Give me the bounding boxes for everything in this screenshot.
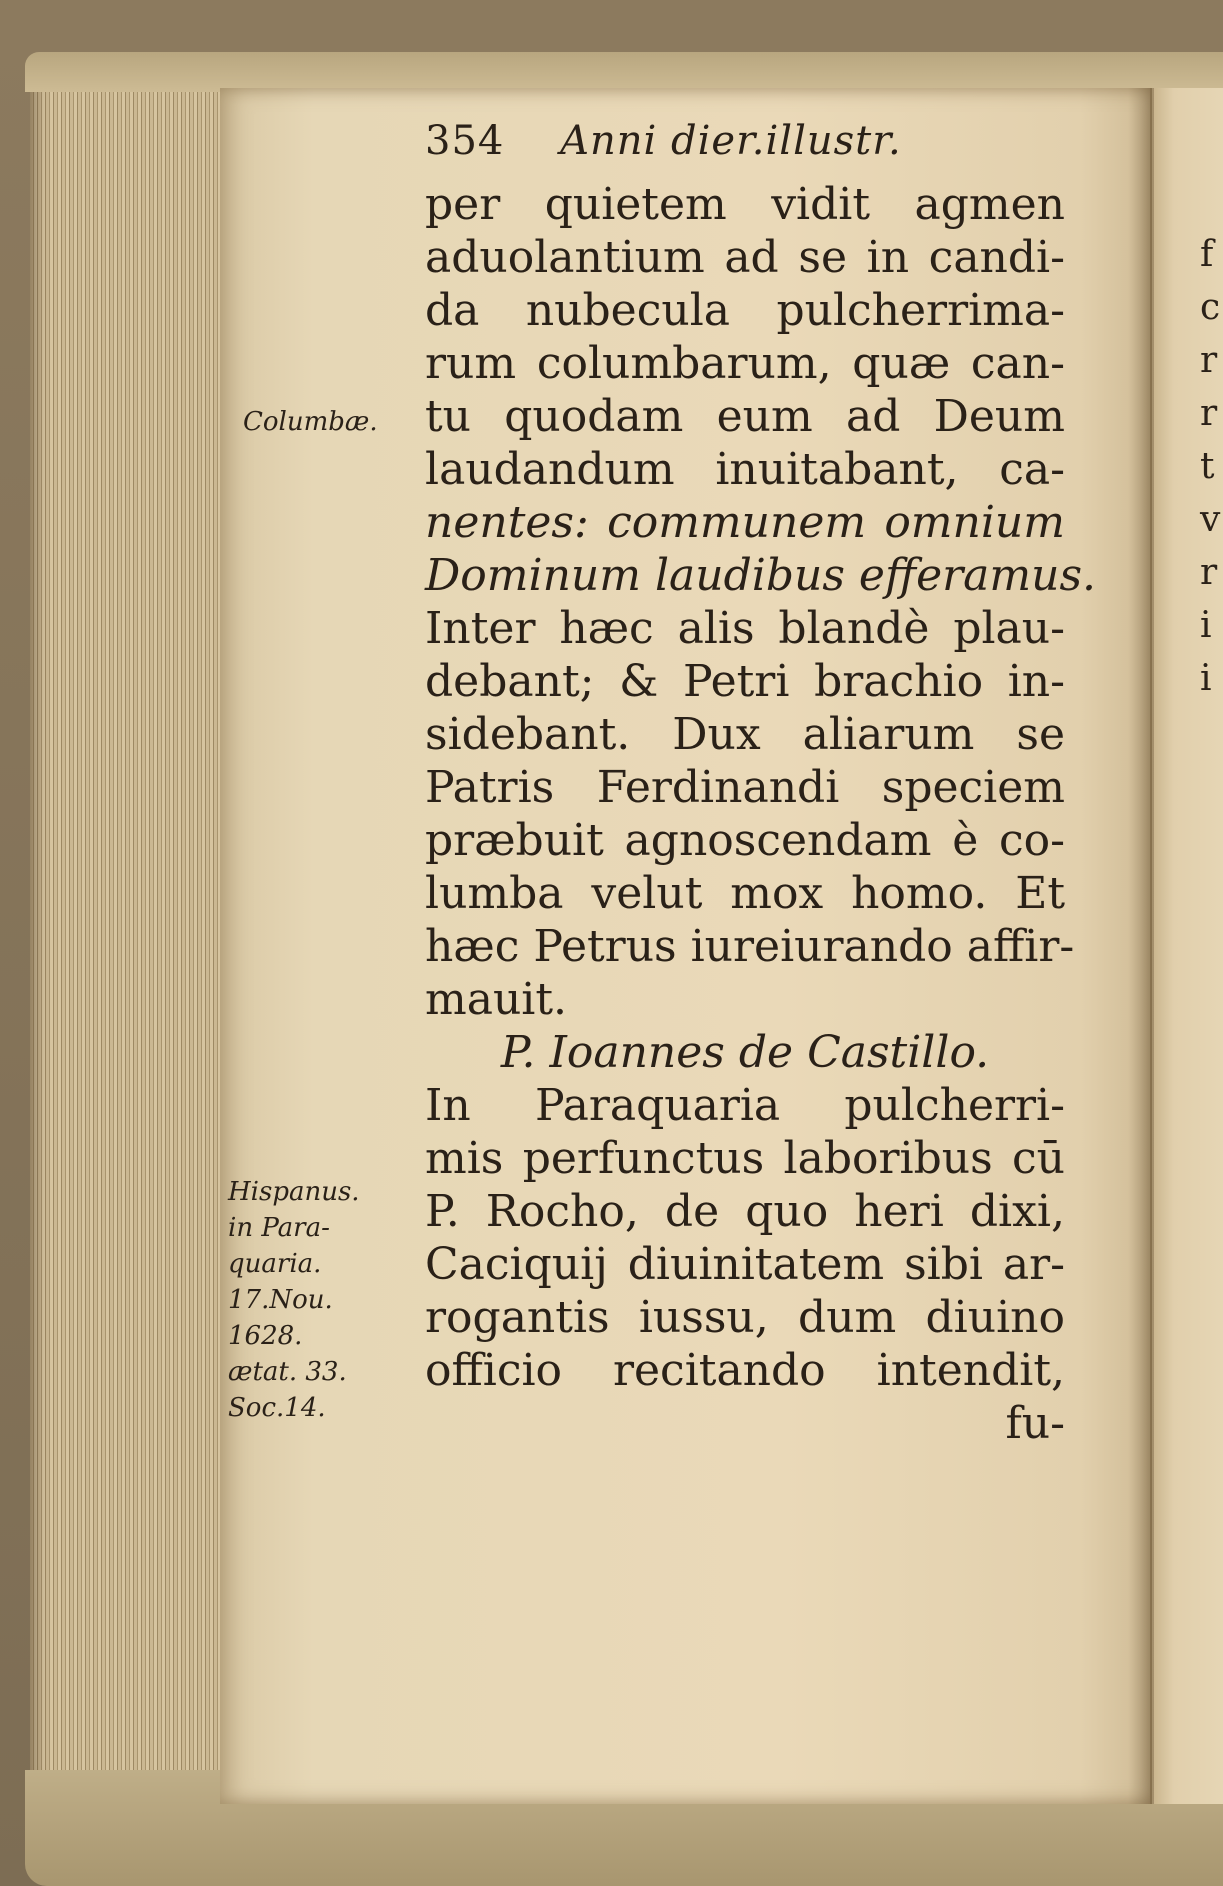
text-line: rogantis iussu, dum diuino: [425, 1292, 1065, 1343]
section-heading: P. Ioannes de Castillo.: [500, 1027, 990, 1078]
text-line: tu quodam eum ad Deum: [425, 391, 1065, 442]
text-line: In Paraquaria pulcherri-: [425, 1080, 1065, 1131]
text-line: hæc Petrus iureiurando affir-: [425, 921, 1075, 972]
margin-note-columbae: Columbæ.: [243, 407, 378, 437]
text-line: lumba velut mox homo. Et: [425, 868, 1065, 919]
text-line: debant; & Petri brachio in-: [425, 656, 1065, 707]
facing-letter: r: [1200, 393, 1218, 434]
gutter-shadow: [1128, 88, 1154, 1804]
facing-letter: v: [1200, 499, 1221, 540]
facing-page-letters: [1200, 228, 1223, 705]
facing-letter: r: [1200, 340, 1218, 381]
facing-letter: r: [1200, 552, 1218, 593]
text-line: per quietem vidit agmen: [425, 179, 1065, 230]
running-title: Anni dier.illustr.: [560, 118, 902, 164]
margin-note-line: Soc.14.: [228, 1393, 326, 1423]
text-line: rum columbarum, quæ can-: [425, 338, 1065, 389]
text-line: Patris Ferdinandi speciem: [425, 762, 1065, 813]
catchword: fu-: [1005, 1398, 1065, 1449]
margin-note-line: quaria.: [228, 1249, 322, 1279]
text-line: officio recitando intendit,: [425, 1345, 1065, 1396]
margin-note-hispanus: [228, 1174, 360, 1426]
page-header: [425, 118, 902, 164]
text-line: Caciquij diuinitatem sibi ar-: [425, 1239, 1065, 1290]
facing-letter: i: [1200, 658, 1212, 699]
margin-note-line: 17.Nou.: [228, 1285, 333, 1315]
text-line: da nubecula pulcherrima-: [425, 285, 1065, 336]
facing-letter: t: [1200, 446, 1215, 487]
facing-letter: i: [1200, 605, 1212, 646]
page-number: 354: [425, 118, 505, 164]
text-line: nentes: communem omnium: [425, 497, 1065, 548]
book-fore-edge: [30, 60, 230, 1790]
text-line: Dominum laudibus efferamus.: [425, 550, 1097, 601]
text-line: aduolantium ad se in candi-: [425, 232, 1065, 283]
text-line: præbuit agnoscendam è co-: [425, 815, 1065, 866]
margin-note-line: Hispanus.: [228, 1177, 360, 1207]
text-line: P. Rocho, de quo heri dixi,: [425, 1186, 1065, 1237]
body-text: [425, 178, 1097, 1450]
text-line: sidebant. Dux aliarum se: [425, 709, 1065, 760]
facing-letter: c: [1200, 287, 1221, 328]
text-line: laudandum inuitabant, ca-: [425, 444, 1065, 495]
margin-note-line: in Para-: [228, 1213, 330, 1243]
margin-note-line: ætat. 33.: [228, 1357, 347, 1387]
book-cover-top: [25, 52, 1223, 92]
facing-letter: f: [1200, 234, 1214, 275]
text-line: Inter hæc alis blandè plau-: [425, 603, 1065, 654]
text-line: mis perfunctus laboribus cū: [425, 1133, 1065, 1184]
margin-note-line: 1628.: [228, 1321, 303, 1351]
text-line: mauit.: [425, 974, 568, 1025]
